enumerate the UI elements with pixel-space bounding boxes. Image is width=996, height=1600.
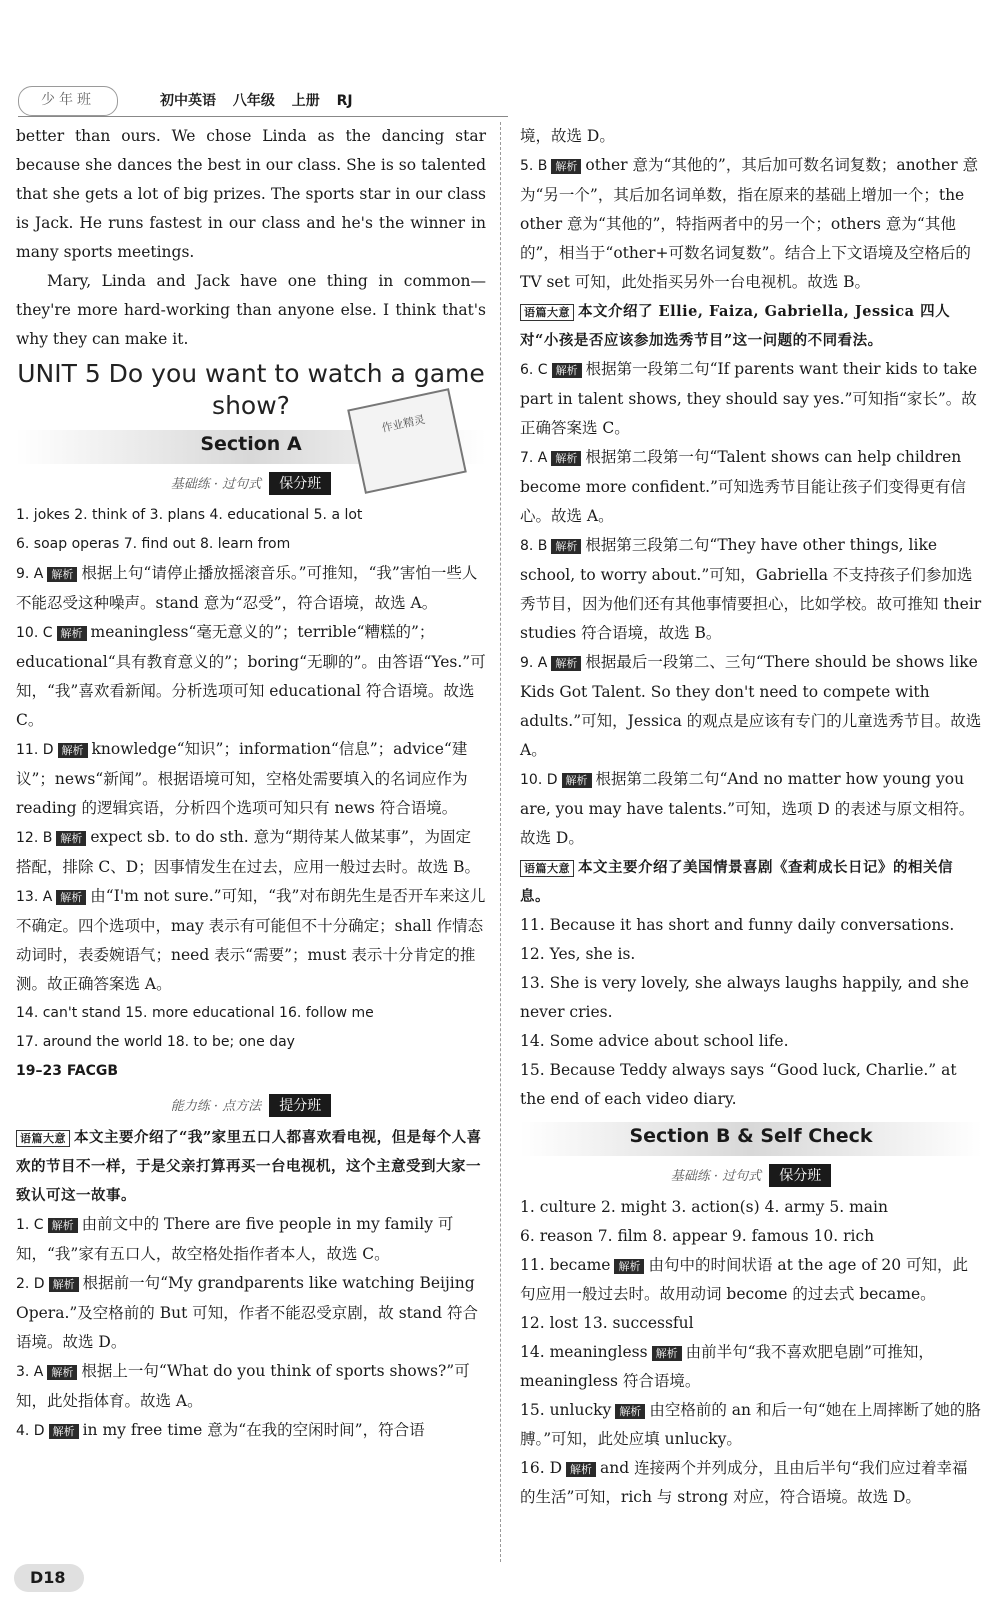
- section-title: Section B & Self Check: [629, 1125, 873, 1147]
- answer-text: 根据上一句“What do you think of sports shows?”可知，此处指体育。故选 A。: [16, 1362, 470, 1410]
- answer-line: 11. Because it has short and funny daily conversations.: [520, 916, 955, 934]
- practice-tag: 保分班: [269, 472, 331, 495]
- term: 上册: [291, 93, 320, 109]
- summary-tag: 语篇大意: [520, 304, 574, 321]
- answer-item: [16, 559, 486, 618]
- summary-tag: 语篇大意: [16, 1130, 70, 1147]
- page-header: [18, 86, 488, 114]
- stamp-text: 作业精灵: [380, 412, 427, 435]
- practice-tag: 保分班: [769, 1164, 831, 1187]
- answer-number: 9. A: [520, 655, 548, 671]
- analysis-tag: 解析: [562, 773, 592, 788]
- answer-item: [16, 1269, 486, 1357]
- answer-line: 17. around the world 18. to be; one day: [16, 1034, 295, 1050]
- answer-number: 16. D: [520, 1459, 563, 1477]
- answer-text: knowledge“知识”；information“信息”；advice“建议”；news“新闻”。根据语境可知，空格处需要填入的名词应作为 reading 的逻辑宾语，分析四个选项可知只有 news 符合语境。: [16, 740, 468, 817]
- passage-summary: [520, 853, 982, 911]
- answer-text: meaningless“毫无意义的”；terrible“糟糕的”；educational“具有教育意义的”；boring“无聊的”。由答语“Yes.”可知，“我”喜欢看新闻。分析选项可知 educational 符合语境。故选 C。: [16, 623, 486, 729]
- answer-text: 由前半句“我不喜欢肥皂剧”可推知，meaningless 符合语境。: [520, 1343, 934, 1390]
- section-title: Section A: [200, 433, 302, 455]
- answer-item: [520, 151, 982, 297]
- answer-number: 1. C: [16, 1217, 44, 1233]
- left-column: [16, 122, 486, 1446]
- answer-item: [520, 443, 982, 531]
- passage-paragraph: Mary, Linda and Jack have one thing in common—they're more hard-working than anyone else. I think that's why they can make it.: [16, 272, 486, 348]
- answer-text: 由句中的时间状语 at the age of 20 可知，此句应用一般过去时。故用动词 become 的过去式 became。: [520, 1256, 969, 1303]
- answer-number: 10. C: [16, 625, 53, 641]
- analysis-tag: 解析: [566, 1462, 596, 1477]
- section-bar: [520, 1122, 982, 1156]
- answer-number: 5. B: [520, 158, 548, 174]
- answer-line: 1. culture 2. might 3. action(s) 4. army 5. main: [520, 1198, 888, 1216]
- analysis-tag: 解析: [551, 539, 581, 554]
- column-divider: [500, 122, 501, 1562]
- answer-item: [16, 882, 486, 999]
- practice-tag: 提分班: [269, 1094, 331, 1117]
- analysis-tag: 解析: [56, 890, 86, 905]
- answer-text: 根据上句“请停止播放摇滚音乐。”可推知，“我”害怕一些人不能忍受这种噪声。stand 意为“忍受”，符合语境，故选 A。: [16, 564, 478, 612]
- answer-item: [16, 735, 486, 823]
- answer-item: [16, 1357, 486, 1416]
- answer-number: 10. D: [520, 772, 558, 788]
- right-column: [520, 122, 982, 1512]
- analysis-tag: 解析: [652, 1346, 682, 1361]
- answer-text: 由“I'm not sure.”可知，“我”对布朗先生是否开车来这儿不确定。四个选项中，may 表示有可能但不十分确定；shall 作情态动词时，表委婉语气；need 表示“需要”；must 表示十分肯定的推测。故正确答案选 A。: [16, 887, 486, 993]
- answer-text: 由空格前的 an 和后一句“她在上周摔断了她的胳膊。”可知，此处应填 unlucky。: [520, 1401, 981, 1448]
- answer-number: 7. A: [520, 450, 548, 466]
- passage-summary: [520, 297, 982, 355]
- answer-text: 根据第二段第一句“Talent shows can help children become more confident.”可知选秀节目能让孩子们变得更有信心。故选 A。: [520, 448, 966, 525]
- answer-item: [16, 1416, 486, 1446]
- analysis-tag: 解析: [57, 626, 87, 641]
- answer-item: [16, 823, 486, 882]
- answer-text: in my free time 意为“在我的空闲时间”，符合语: [82, 1421, 425, 1439]
- answer-item: [520, 1396, 982, 1454]
- answer-text: and 连接两个并列成分，且由后半句“我们应过着幸福的生活”可知，rich 与 strong 对应，符合语境。故选 D。: [520, 1459, 968, 1506]
- practice-label: 基础练 · 过句式: [670, 1169, 762, 1184]
- analysis-tag: 解析: [551, 159, 581, 174]
- answer-item: [16, 1210, 486, 1269]
- edition: RJ: [336, 93, 353, 109]
- summary-tag: 语篇大意: [520, 860, 574, 877]
- analysis-tag: 解析: [56, 831, 86, 846]
- answer-text: 根据前一句“My grandparents like watching Beijing Opera.”及空格前的 But 可知，作者不能忍受京剧，故 stand 符合语境。故选 D。: [16, 1274, 478, 1351]
- summary-text: 本文介绍了 Ellie, Faiza, Gabriella, Jessica 四人对“小孩是否应该参加选秀节目”这一问题的不同看法。: [520, 303, 951, 349]
- answer-line: 14. can't stand 15. more educational 16. follow me: [16, 1005, 374, 1021]
- answer-number: 4. D: [16, 1423, 45, 1439]
- answer-item: [520, 1251, 982, 1309]
- answer-text: 由前文中的 There are five people in my family 可知，“我”家有五口人，故空格处指作者本人，故选 C。: [16, 1215, 454, 1263]
- passage-paragraph: better than ours. We chose Linda as the dancing star because she dances the best in our class. She is so talented that she gets a lot of big prizes. The sports star in our class is Jack. He runs fastest in our class and he's the winner in many sports meetings.: [16, 127, 486, 261]
- answer-item: [520, 765, 982, 853]
- answer-line: 6. soap operas 7. find out 8. learn from: [16, 536, 291, 552]
- analysis-tag: 解析: [49, 1424, 79, 1439]
- analysis-tag: 解析: [614, 1259, 644, 1274]
- answer-line: 12. Yes, she is.: [520, 945, 636, 963]
- subject: 初中英语: [160, 93, 216, 109]
- analysis-tag: 解析: [48, 1218, 78, 1233]
- answer-number: 6. C: [520, 362, 548, 378]
- answer-text: other 意为“其他的”，其后加可数名词复数；another 意为“另一个”，其后加名词单数，指在原来的基础上增加一个；the other 意为“其他的”，特指两者中的另一个；others 意为“其他的”，相当于“other+可数名词复数”。结合上下文语境及空格后的 TV set 可知，此处指买另外一台电视机。故选 B。: [520, 156, 979, 291]
- passage-summary: [16, 1123, 486, 1210]
- analysis-tag: 解析: [551, 656, 581, 671]
- answer-item: [520, 648, 982, 765]
- answer-number: 13. A: [16, 889, 53, 905]
- answer-text: 根据最后一段第二、三句“There should be shows like Kids Got Talent. So they don't need to compete with adults.”可知，Jessica 的观点是应该有专门的儿童选秀节目。故选 A。: [520, 653, 982, 759]
- answer-number: 8. B: [520, 538, 548, 554]
- answer-number: 11. became: [520, 1256, 611, 1274]
- answer-line: 15. Because Teddy always says “Good luck, Charlie.” at the end of each video diary.: [520, 1061, 957, 1108]
- practice-label: 能力练 · 点方法: [170, 1099, 262, 1114]
- answer-number: 11. D: [16, 742, 54, 758]
- summary-text: 本文主要介绍了“我”家里五口人都喜欢看电视，但是每个人喜欢的节目不一样，于是父亲打算再买一台电视机，这个主意受到大家一致认可这一故事。: [16, 1129, 482, 1204]
- answer-item: [16, 618, 486, 735]
- answer-number: 9. A: [16, 566, 44, 582]
- analysis-tag: 解析: [47, 567, 77, 582]
- analysis-tag: 解析: [552, 363, 582, 378]
- analysis-tag: 解析: [49, 1277, 79, 1292]
- answer-continuation: 境，故选 D。: [520, 127, 615, 145]
- answer-number: 3. A: [16, 1364, 44, 1380]
- answer-line: 13. She is very lovely, she always laughs happily, and she never cries.: [520, 974, 969, 1021]
- summary-text: 本文主要介绍了美国情景喜剧《查莉成长日记》的相关信息。: [520, 859, 953, 905]
- analysis-tag: 解析: [58, 743, 88, 758]
- answer-line: 1. jokes 2. think of 3. plans 4. educational 5. a lot: [16, 507, 363, 523]
- answer-line: 6. reason 7. film 8. appear 9. famous 10. rich: [520, 1227, 875, 1245]
- answer-line: 19–23 FACGB: [16, 1063, 119, 1079]
- answer-line: 12. lost 13. successful: [520, 1314, 694, 1332]
- answer-text: expect sb. to do sth. 意为“期待某人做某事”，为固定搭配，排除 C、D；因事情发生在过去，应用一般过去时。故选 B。: [16, 828, 481, 876]
- answer-text: 根据第三段第二句“They have other things, like school, to worry about.”可知，Gabriella 不支持孩子们参加选秀节目，因为他们还有其他事情要担心，比如学校。故可推知 their studies 符合语境，故选 B。: [520, 536, 982, 642]
- answer-text: 根据第一段第二句“If parents want their kids to take part in talent shows, they should say yes.”可知指“家长”。故正确答案选 C。: [520, 360, 978, 437]
- header-rule: [18, 116, 508, 117]
- answer-item: [520, 355, 982, 443]
- practice-heading: [16, 1094, 486, 1117]
- analysis-tag: 解析: [551, 451, 581, 466]
- unit-title: UNIT 5 Do you want to watch a game show?: [17, 359, 485, 420]
- analysis-tag: 解析: [615, 1404, 645, 1419]
- practice-label: 基础练 · 过句式: [170, 477, 262, 492]
- brand-logo: 少年班: [18, 86, 118, 116]
- grade: 八年级: [232, 93, 275, 109]
- page-number: D18: [30, 1568, 66, 1587]
- answer-item: [520, 1338, 982, 1396]
- answer-number: 2. D: [16, 1276, 45, 1292]
- answer-number: 12. B: [16, 830, 53, 846]
- practice-heading: [520, 1164, 982, 1187]
- answer-item: [520, 1454, 982, 1512]
- analysis-tag: 解析: [47, 1365, 77, 1380]
- answer-number: 15. unlucky: [520, 1401, 612, 1419]
- answer-line: 14. Some advice about school life.: [520, 1032, 789, 1050]
- answer-item: [520, 531, 982, 648]
- answer-number: 14. meaningless: [520, 1343, 648, 1361]
- book-info: [160, 90, 353, 110]
- answer-text: 根据第二段第二句“And no matter how young you are, you may have talents.”可知，选项 D 的表述与原文相符。故选 D。: [520, 770, 975, 847]
